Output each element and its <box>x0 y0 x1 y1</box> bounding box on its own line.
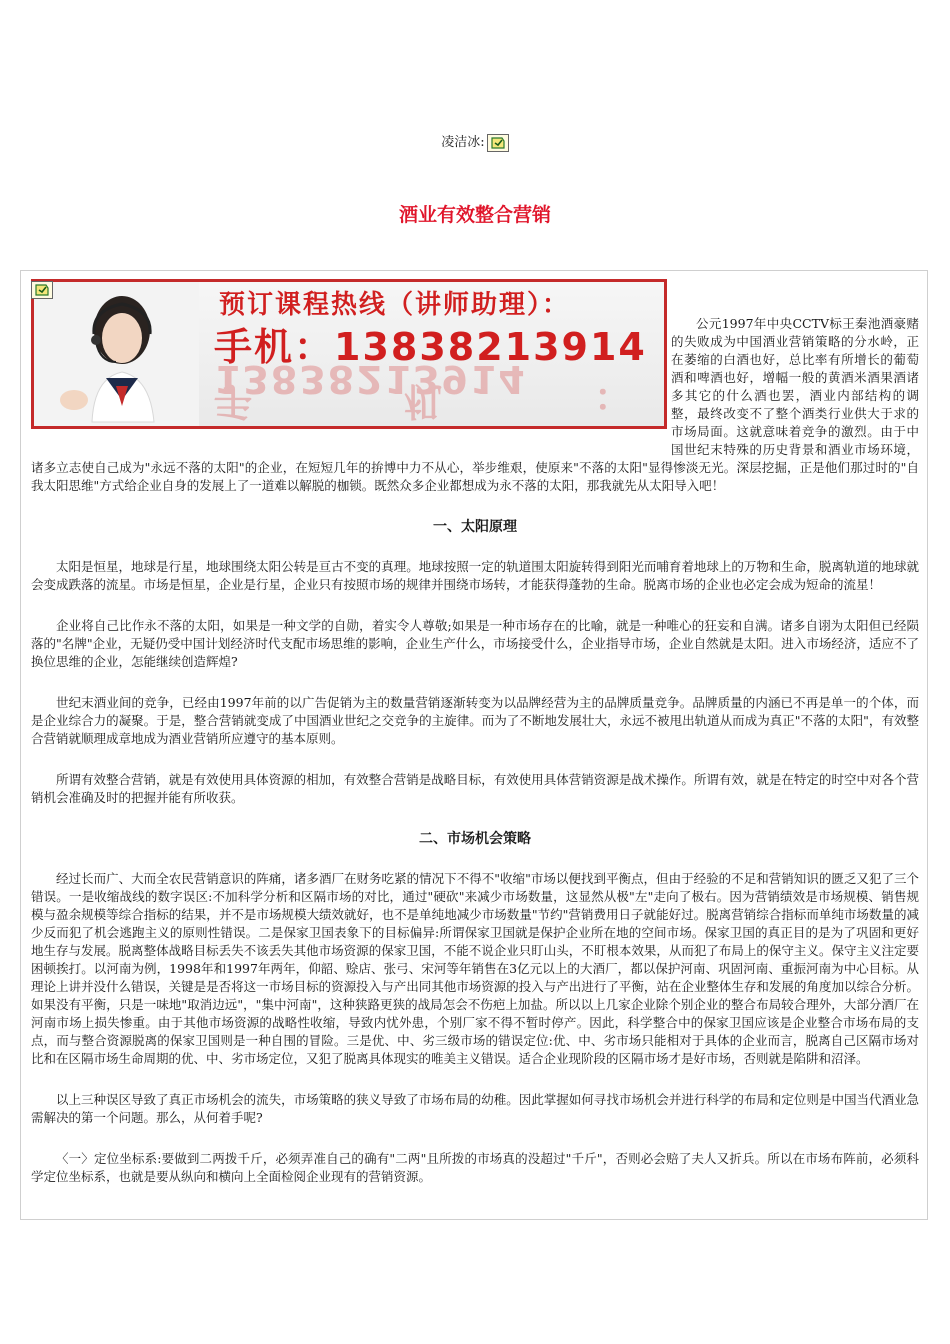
banner-image[interactable] <box>31 279 667 429</box>
paragraph: 企业将自己比作永不落的太阳，如果是一种文学的自勋，着实令人尊敬;如果是一种市场存在的比喻，就是一种唯心的狂妄和自满。诸多自诩为太阳但已经陨落的"名牌"企业，无疑仍受中国计划经济时代支配市场思维的影响，企业生产什么，市场接受什么，企业指导市场，企业自然就是太阳。进入市场经济，适应不了换位思维的企业，怎能继续创造辉煌? <box>31 618 919 669</box>
author-line <box>0 133 950 153</box>
article-content <box>31 279 919 1209</box>
intro-paragraph: 公元1997年中央CCTV标王秦池酒豪赌的失败成为中国酒业营销策略的分水岭，正在萎缩的白酒也好，总比率有所增长的葡萄酒和啤酒也好，增幅一般的黄酒米酒果酒诸多其它的什么酒也罢，酒业内部结构的调整，最终改变不了整个酒类行业供大于求的市场局面。这就意味着竞争的激烈。由于中国世纪末特殊的历史背景和酒业市场环境，诸多立志使自己成为"永远不落的太阳"的企业，在短短几年的拚博中力不从心，举步维艰，使原来"不落的太阳"显得惨淡无光。深层挖掘，正是他们那过时的"自我太阳思维"方式给企业自身的发展上了一道难以解脱的枷锁。既然众多企业都想成为永不落的太阳，那我就先从太阳导入吧！ <box>31 316 919 493</box>
section-heading-sun-principle: 一、太阳原理 <box>433 519 517 535</box>
paragraph: 所谓有效整合营销，就是有效使用具体资源的相加，有效整合营销是战略目标，有效使用具体营销资源是战术操作。所谓有效，就是在特定的时空中对各个营销机会准确及时的把握并能有所收获。 <box>31 772 919 805</box>
banner-hotline-text: 预订课程热线（讲师助理）： <box>219 290 571 320</box>
article-title: 酒业有效整合营销 <box>398 204 551 226</box>
broken-image-icon[interactable] <box>487 134 509 152</box>
paragraph: 太阳是恒星，地球是行星，地球围绕太阳公转是亘古不变的真理。地球按照一定的轨道围太阳旋转得到阳光而哺育着地球上的万物和生命，脱离轨道的地球就会变成跌落的流星。市场是恒星，企业是行星，企业只有按照市场的规律并围绕市场转，才能获得蓬勃的生命。脱离市场的企业也必定会成为短命的流星！ <box>31 559 919 592</box>
paragraph: 〈一〉定位坐标系:要做到二两拨千斤，必须弄准自己的确有"二两"且所拨的市场真的没超过"千斤"，否则必会赔了夫人又折兵。所以在市场布阵前，必须科学定位坐标系，也就是要从纵向和横向上全面检阅企业现有的营销资源。 <box>31 1151 919 1184</box>
banner-phone-text: 手机：13838213914 <box>214 325 647 369</box>
operator-headset-icon <box>34 282 199 426</box>
paragraph: 以上三种误区导致了真正市场机会的流失，市场策略的狭义导致了市场布局的幼稚。因此掌握如何寻找市场机会并进行科学的布局和定位则是中国当代酒业急需解决的第一个问题。那么，从何着手呢? <box>31 1092 919 1125</box>
paragraph: 经过长而广、大而全农民营销意识的阵痛，诸多酒厂在财务吃紧的情况下不得不"收缩"市场以便找到平衡点，但由于经验的不足和营销知识的匮乏又犯了三个错误。一是收缩战线的数字误区:不加科学分析和区隔市场的对比，通过"硬砍"来减少市场数量，这显然从极"左"走向了极右。因为营销绩效是市场规模、销售规模与盈余规模等综合指标的结果，并不是市场规模大绩效就好，也不是单纯地减少市场数量"节约"营销费用日子就能好过。脱离营销综合指标而单纯市场数量的减少反而犯了机会逃跑主义的原则性错误。二是保家卫国表象下的目标偏异:所谓保家卫国就是保护企业所在地的空间市场。保家卫国的真正目的是为了巩固和更好地生存与发展。脱离整体战略目标丢失不该丢失其他市场资源的保家卫国，不能不说企业只盯山头，不盯根本效果，从而犯了布局上的保守主义。保守主义注定要困顿挨打。以河南为例，1998年和1997年两年，仰韶、赊店、张弓、宋河等年销售在3亿元以上的大酒厂，都以保护河南、巩固河南、重振河南为中心目标。从理论上讲并没什么错误，关键是是否将这一市场目标的资源投入与产出同其他市场资源的投入与产出进行了平衡，站在企业整体生存和发展的角度加以综合分析。如果没有平衡，只是一味地"取消边远"，"集中河南"，这种狭路更狭的战局怎会不伤疤上加盐。所以以上几家企业除个别企业的整合布局较合理外，大部分酒厂在河南市场上损失惨重。由于其他市场资源的战略性收缩，导致内忧外患，个别厂家不得不暂时停产。因此，科学整合中的保家卫国应该是企业整合市场布局的支点，而与整合资源脱离的保家卫国则是一种自围的冒险。三是优、中、劣三级市场的错误定位:优、中、劣市场只能相对于具体的企业而言，脱离自己区隔市场对比和在区隔市场生命周期的优、中、劣市场定位，又犯了脱离具体现实的唯美主义错误。适合企业现阶段的区隔市场才是好市场，否则就是陷阱和沼泽。 <box>31 871 919 1066</box>
broken-image-icon[interactable] <box>31 281 53 299</box>
section-heading-market-opportunity: 二、市场机会策略 <box>419 831 531 847</box>
course-hotline-banner[interactable] <box>31 279 667 444</box>
paragraph: 世纪末酒业间的竞争，已经由1997年前的以广告促销为主的数量营销逐渐转变为以品牌经营为主的品牌质量竞争。品牌质量的内涵已不再是单一的个体，而是企业综合力的凝聚。于是，整合营销就变成了中国酒业世纪之交竞争的主旋律。而为了不断地发展壮大，永远不被甩出轨道从而成为真正"不落的太阳"，有效整合营销就顺理成章地成为酒业营销所应遵守的基本原则。 <box>31 695 919 746</box>
author-name: 凌洁冰: <box>441 135 485 150</box>
banner-phone-reflection: 手机：13838213914 <box>214 357 634 423</box>
article-frame <box>20 270 928 1220</box>
